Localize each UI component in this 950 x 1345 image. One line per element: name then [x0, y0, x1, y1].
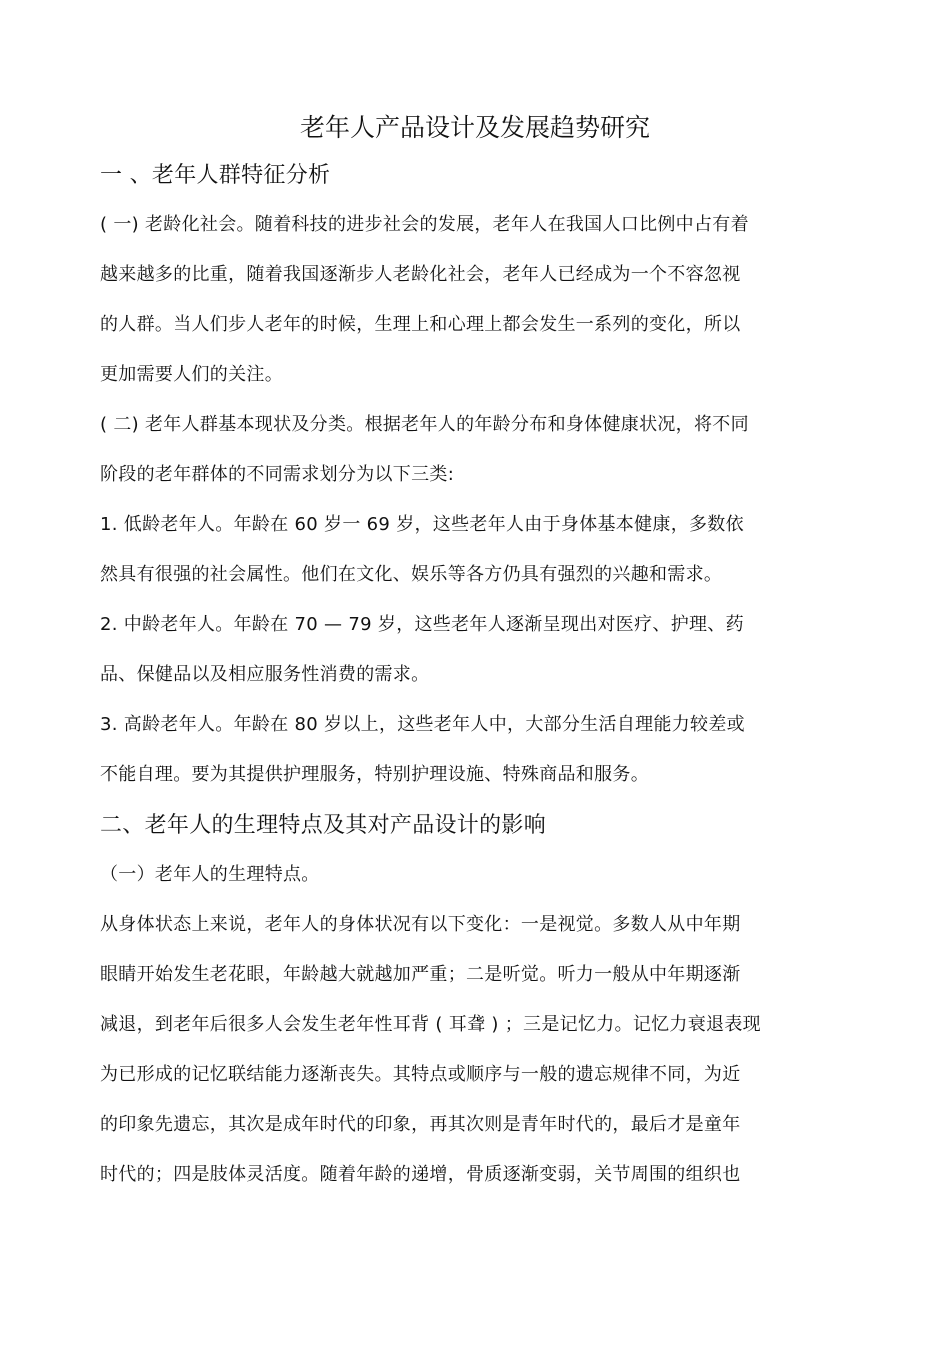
paragraph-line: 从身体状态上来说，老年人的身体状况有以下变化：一是视觉。多数人从中年期 — [100, 914, 741, 935]
list-item-line: 不能自理。要为其提供护理服务，特别护理设施、特殊商品和服务。 — [100, 764, 649, 785]
list-item-line: 1. 低龄老年人。年龄在 60 岁一 69 岁，这些老年人由于身体基本健康，多数依 — [100, 514, 744, 535]
list-item-line: 品、保健品以及相应服务性消费的需求。 — [100, 664, 430, 685]
paragraph-line: 的人群。当人们步人老年的时候，生理上和心理上都会发生一系列的变化，所以 — [100, 314, 741, 335]
subsection-heading: （一）老年人的生理特点。 — [100, 864, 320, 885]
document-title: 老年人产品设计及发展趋势研究 — [299, 113, 650, 142]
paragraph-line: 的印象先遗忘，其次是成年时代的印象，再其次则是青年时代的，最后才是童年 — [100, 1114, 741, 1135]
list-item-line: 2. 中龄老年人。年龄在 70 — 79 岁，这些老年人逐渐呈现出对医疗、护理、药 — [100, 614, 744, 635]
paragraph-line: 时代的；四是肢体灵活度。随着年龄的递增，骨质逐渐变弱，关节周围的组织也 — [100, 1164, 741, 1185]
paragraph-line: 减退，到老年后很多人会发生老年性耳背 ( 耳聋 ) ；三是记忆力。记忆力衰退表现 — [100, 1014, 761, 1035]
paragraph-line: ( 一) 老龄化社会。随着科技的进步社会的发展，老年人在我国人口比例中占有着 — [100, 214, 749, 235]
list-item-line: 然具有很强的社会属性。他们在文化、娱乐等各方仍具有强烈的兴趣和需求。 — [100, 564, 723, 585]
paragraph-line: ( 二) 老年人群基本现状及分类。根据老年人的年龄分布和身体健康状况，将不同 — [100, 414, 749, 435]
paragraph-line: 为已形成的记忆联结能力逐渐丧失。其特点或顺序与一般的遗忘规律不同，为近 — [100, 1064, 741, 1085]
paragraph-line: 阶段的老年群体的不同需求划分为以下三类: — [100, 464, 455, 485]
list-item-line: 3. 高龄老年人。年龄在 80 岁以上，这些老年人中，大部分生活自理能力较差或 — [100, 714, 745, 735]
paragraph-line: 更加需要人们的关注。 — [100, 364, 283, 385]
paragraph-line: 越来越多的比重，随着我国逐渐步人老龄化社会，老年人已经成为一个不容忽视 — [100, 264, 741, 285]
section-2-heading: 二、老年人的生理特点及其对产品设计的影响 — [100, 813, 547, 838]
section-1-heading: 一 、老年人群特征分析 — [100, 163, 331, 188]
paragraph-line: 眼睛开始发生老花眼，年龄越大就越加严重；二是听觉。听力一般从中年期逐渐 — [100, 964, 741, 985]
